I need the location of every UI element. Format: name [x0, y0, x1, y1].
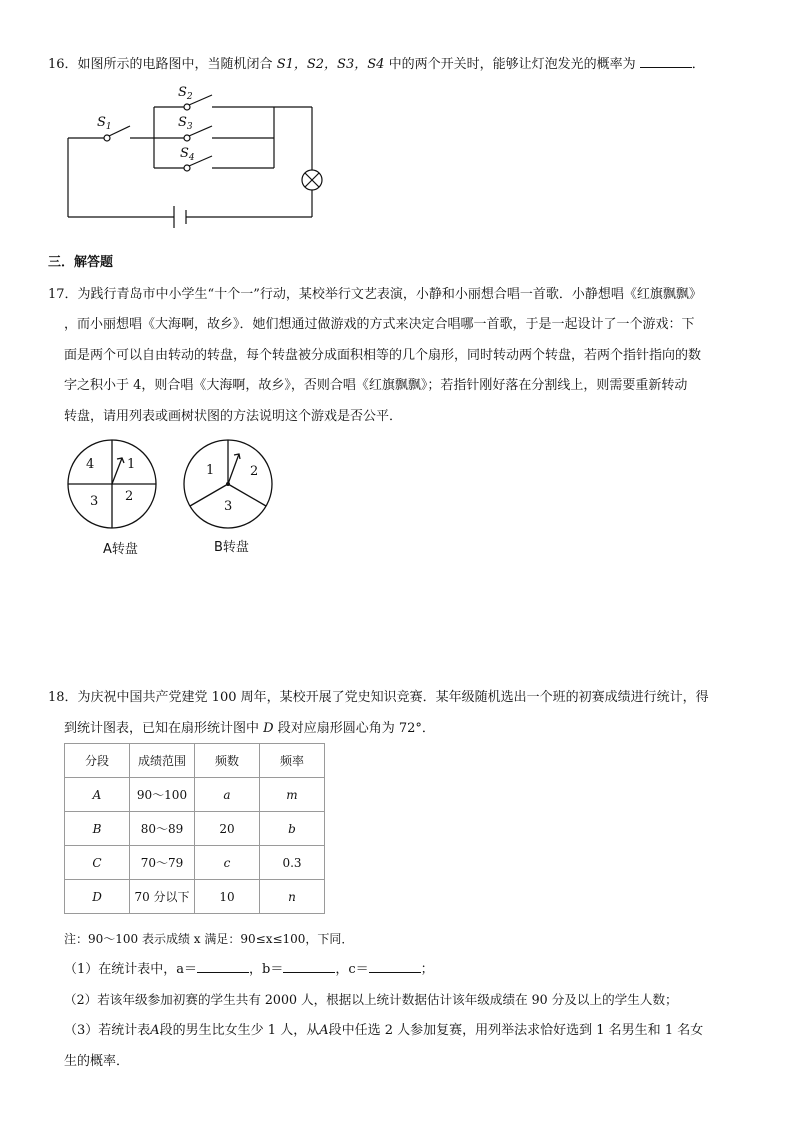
table-cell: a [195, 778, 260, 812]
q18-line-2 [64, 720, 435, 738]
q18-note: 注：90～100 表示成绩 x 满足：90≤x≤100，下同． [64, 932, 354, 946]
table-row [65, 846, 325, 880]
q17-line-5: 转盘，请用列表或画树状图的方法说明这个游戏是否公平． [64, 409, 403, 424]
wheel-b-sector-2: 2 [250, 464, 259, 479]
q16-text-before: 如图所示的电路图中，当随机闭合 [77, 57, 273, 72]
table-header: 分段 [65, 744, 130, 778]
table-header: 频数 [195, 744, 260, 778]
q17-line-3: 面是两个可以自由转动的转盘，每个转盘被分成面积相等的几个扇形，同时转动两个转盘，若两个指针指向的数 [64, 348, 702, 363]
wheel-b-caption: B转盘 [214, 540, 249, 555]
table-cell: 0.3 [260, 846, 325, 880]
table-header-row [65, 744, 325, 778]
table-header: 频率 [260, 744, 325, 778]
switch-label-s4: $S_4$ [180, 146, 195, 163]
table-cell: 20 [195, 812, 260, 846]
q18-line-1 [48, 689, 709, 707]
q18-number: 18． [48, 690, 78, 705]
part1-a-blank[interactable] [197, 960, 249, 973]
q16-text [48, 55, 705, 74]
q18-line2-before: 到统计图表，已知在扇形统计图中 [64, 721, 260, 736]
q18-part2: （2）若该年级参加初赛的学生共有 2000 人，根据以上统计数据估计该年级成绩在 90 分及以上的学生人数； [64, 992, 678, 1007]
part3-before: （3）若统计表 [64, 1023, 151, 1038]
q17-line-4: 字之积小于 4，则合唱《大海啊，故乡》，否则合唱《红旗飘飘》；若指针刚好落在分割线上，则需要重新转动 [64, 378, 688, 393]
q17-number: 17． [48, 287, 78, 302]
wheel-b-sector-1: 1 [206, 463, 215, 478]
table-cell: 70～79 [130, 846, 195, 880]
q16-text-after: 中的两个开关时，能够让灯泡发光的概率为 [388, 57, 636, 72]
section-title: 三．解答题 [48, 255, 114, 270]
table-cell: B [65, 812, 130, 846]
q18-part3-line2: 生的概率． [64, 1054, 130, 1069]
table-cell: c [195, 846, 260, 880]
switch-label-s1: $S_1$ [97, 115, 112, 132]
wheel-a-sector-4: 4 [86, 457, 95, 472]
q18-line2-after: 段对应扇形圆心角为 72°． [277, 721, 435, 736]
part3-after: 段中任选 2 人参加复赛，用列举法求恰好选到 1 名男生和 1 名女 [328, 1023, 704, 1038]
part3-var2: A [319, 1023, 329, 1038]
q17-line-2: ，而小丽想唱《大海啊，故乡》．她们想通过做游戏的方式来决定合唱哪一首歌，于是一起设计了一个游戏：下 [64, 317, 695, 332]
table-cell: n [260, 880, 325, 914]
part1-end: ； [420, 962, 434, 977]
q16-answer-blank[interactable] [640, 55, 692, 68]
wheel-b-sector-3: 3 [224, 499, 233, 514]
q16-switches: S1，S2，S3，S4 [276, 57, 385, 72]
table-cell: C [65, 846, 130, 880]
stats-table [64, 743, 325, 914]
wheel-a-sector-3: 3 [90, 494, 99, 509]
table-cell: m [260, 778, 325, 812]
table-cell: 70 分以下 [130, 880, 195, 914]
wheel-a-caption: A转盘 [103, 542, 138, 557]
part3-mid: 段的男生比女生少 1 人，从 [159, 1023, 320, 1038]
part1-b-blank[interactable] [283, 960, 335, 973]
table-row [65, 880, 325, 914]
wheel-a-sector-1: 1 [127, 457, 136, 472]
q17-text-1: 为践行青岛市中小学生“十个一”行动，某校举行文艺表演，小静和小丽想合唱一首歌．小静想唱《红旗飘飘》 [77, 287, 702, 302]
part1-label: （1）在统计表中， [64, 962, 177, 977]
wheel-a-sector-2: 2 [125, 489, 134, 504]
q16-number: 16． [48, 57, 78, 72]
part3-var: A [150, 1023, 160, 1038]
part1-c-label: ，c＝ [335, 962, 369, 977]
table-row [65, 812, 325, 846]
part1-c-blank[interactable] [369, 960, 421, 973]
q16-end: ． [691, 57, 705, 72]
table-cell: b [260, 812, 325, 846]
q18-text-1: 为庆祝中国共产党建党 100 周年，某校开展了党史知识竞赛．某年级随机选出一个班的初赛成绩进行统计，得 [77, 690, 709, 705]
wheel-a [66, 438, 158, 530]
switch-label-s2: $S_2$ [178, 85, 193, 102]
table-header: 成绩范围 [130, 744, 195, 778]
table-cell: 10 [195, 880, 260, 914]
q18-part3 [64, 1022, 703, 1040]
table-cell: 80～89 [130, 812, 195, 846]
table-cell: D [65, 880, 130, 914]
wheel-b [182, 438, 274, 530]
q17-line-1 [48, 286, 702, 304]
part1-b-label: ，b＝ [249, 962, 284, 977]
q18-line2-var: D [263, 721, 274, 736]
q18-part1 [64, 960, 434, 979]
table-row [65, 778, 325, 812]
circuit-diagram [60, 82, 340, 234]
switch-label-s3: $S_3$ [178, 115, 193, 132]
part1-a-label: a＝ [176, 962, 198, 977]
table-cell: A [65, 778, 130, 812]
table-cell: 90～100 [130, 778, 195, 812]
